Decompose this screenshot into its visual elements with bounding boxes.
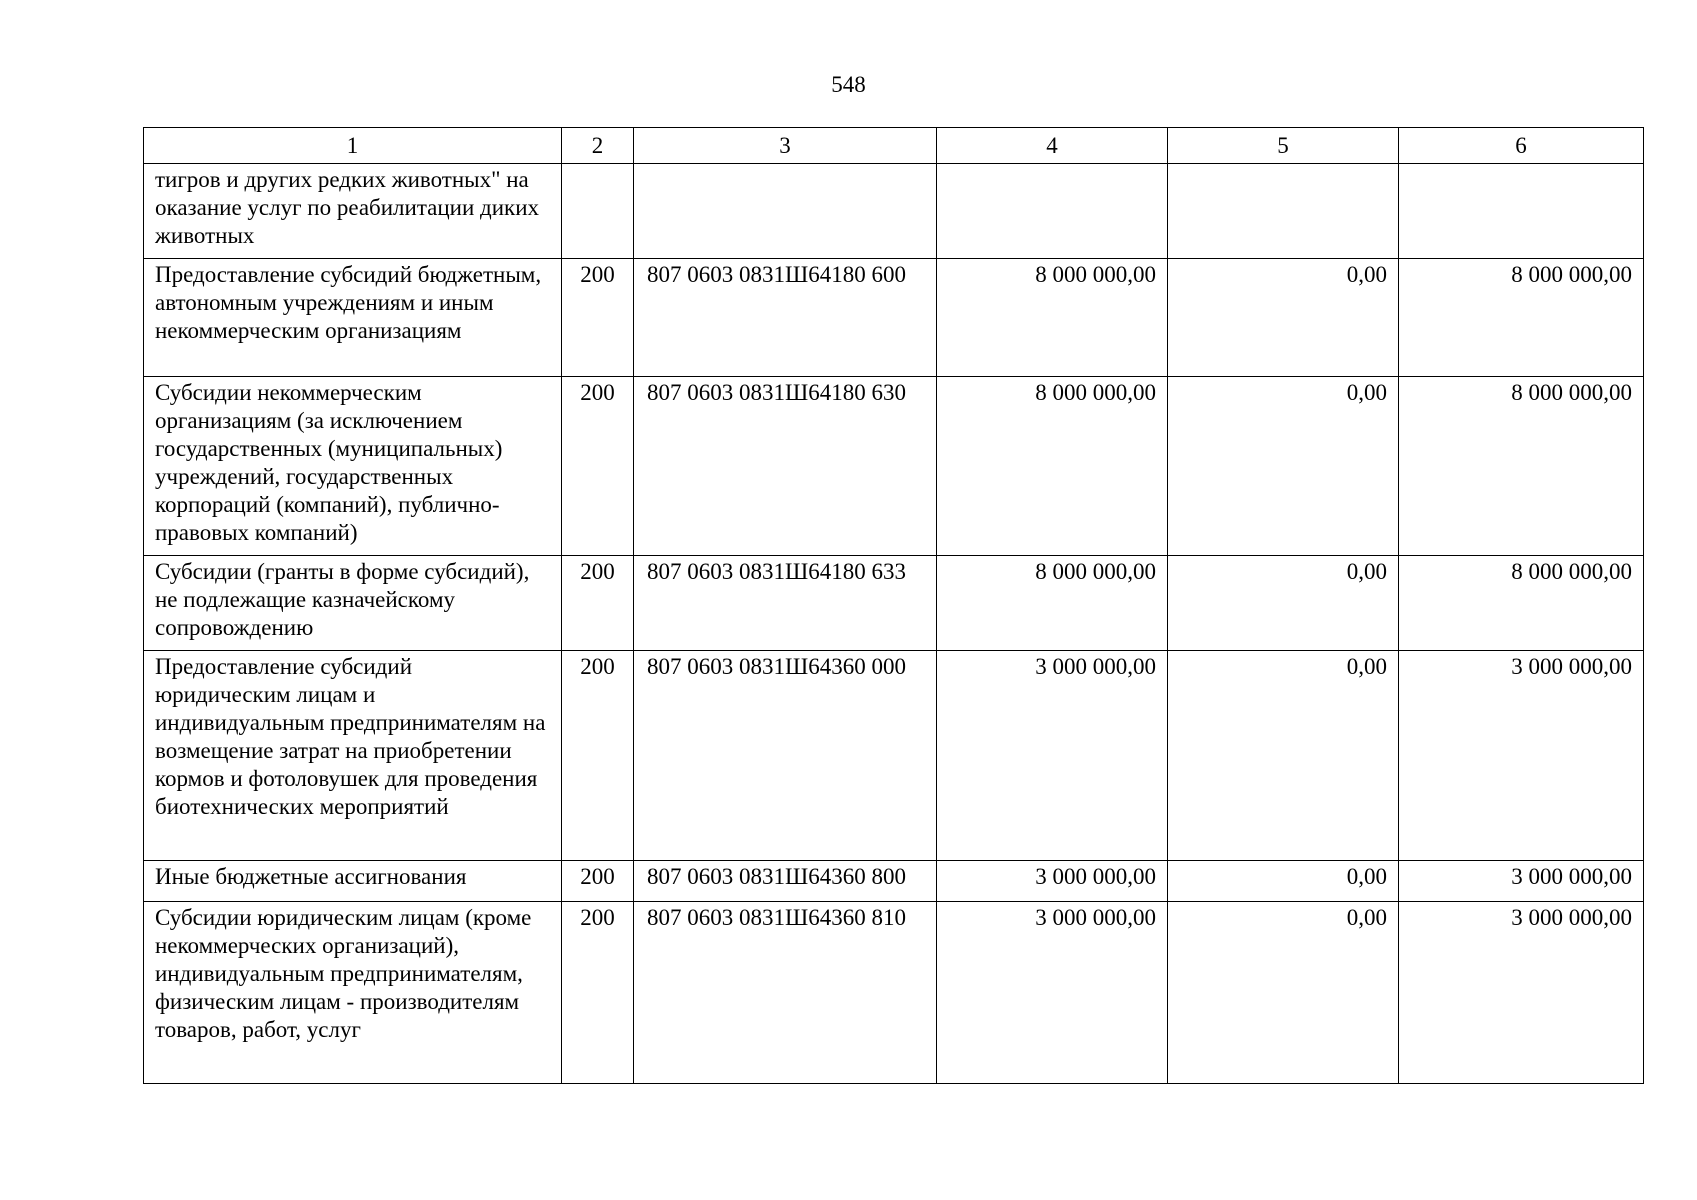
row-amount-3: 8 000 000,00 [1399, 556, 1644, 651]
row-amount-1: 8 000 000,00 [937, 259, 1168, 377]
row-amount-1: 3 000 000,00 [937, 651, 1168, 861]
row-name: Субсидии юридическим лицам (кроме некоммерческих организаций), индивидуальным предпринимателям, физическим лицам - производителям товаров, работ, услуг [144, 902, 562, 1084]
row-name: Предоставление субсидий юридическим лицам и индивидуальным предпринимателям на возмещение затрат на приобретении кормов и фотоловушек для проведения биотехнических мероприятий [144, 651, 562, 861]
row-code: 200 [562, 377, 634, 556]
row-amount-1: 8 000 000,00 [937, 377, 1168, 556]
column-header-3: 3 [634, 128, 937, 164]
page-number: 548 [831, 72, 866, 97]
column-header-2: 2 [562, 128, 634, 164]
table-row [144, 651, 1644, 861]
row-amount-3: 3 000 000,00 [1399, 902, 1644, 1084]
row-amount-3: 8 000 000,00 [1399, 259, 1644, 377]
row-amount-3: 3 000 000,00 [1399, 651, 1644, 861]
table-row [144, 377, 1644, 556]
budget-table [143, 127, 1644, 1084]
row-amount-2: 0,00 [1168, 902, 1399, 1084]
row-amount-2: 0,00 [1168, 377, 1399, 556]
table-row [144, 861, 1644, 902]
row-amount-1: 3 000 000,00 [937, 861, 1168, 902]
row-code: 200 [562, 556, 634, 651]
row-classification: 807 0603 0831Ш64180 630 [634, 377, 937, 556]
row-amount-2: 0,00 [1168, 259, 1399, 377]
row-name: Субсидии некоммерческим организациям (за исключением государственных (муниципальных) учреждений, государственных корпораций (компаний), публично-правовых компаний) [144, 377, 562, 556]
row-amount-3: 8 000 000,00 [1399, 377, 1644, 556]
row-name: Иные бюджетные ассигнования [144, 861, 562, 902]
row-amount-1: 3 000 000,00 [937, 902, 1168, 1084]
row-amount-1 [937, 164, 1168, 259]
row-amount-2 [1168, 164, 1399, 259]
row-code: 200 [562, 259, 634, 377]
row-amount-3 [1399, 164, 1644, 259]
column-header-4: 4 [937, 128, 1168, 164]
row-amount-2: 0,00 [1168, 556, 1399, 651]
row-name: Предоставление субсидий бюджетным, автономным учреждениям и иным некоммерческим организациям [144, 259, 562, 377]
row-amount-3: 3 000 000,00 [1399, 861, 1644, 902]
table-row [144, 902, 1644, 1084]
header-row [144, 128, 1644, 164]
row-code [562, 164, 634, 259]
row-name: Субсидии (гранты в форме субсидий), не подлежащие казначейскому сопровождению [144, 556, 562, 651]
row-amount-1: 8 000 000,00 [937, 556, 1168, 651]
table-row [144, 164, 1644, 259]
row-code: 200 [562, 651, 634, 861]
column-header-1: 1 [144, 128, 562, 164]
row-classification: 807 0603 0831Ш64360 810 [634, 902, 937, 1084]
row-classification: 807 0603 0831Ш64360 800 [634, 861, 937, 902]
column-header-5: 5 [1168, 128, 1399, 164]
row-code: 200 [562, 902, 634, 1084]
row-amount-2: 0,00 [1168, 651, 1399, 861]
row-amount-2: 0,00 [1168, 861, 1399, 902]
row-classification: 807 0603 0831Ш64180 600 [634, 259, 937, 377]
row-classification [634, 164, 937, 259]
column-header-6: 6 [1399, 128, 1644, 164]
row-classification: 807 0603 0831Ш64360 000 [634, 651, 937, 861]
row-classification: 807 0603 0831Ш64180 633 [634, 556, 937, 651]
row-name: тигров и других редких животных" на оказание услуг по реабилитации диких животных [144, 164, 562, 259]
row-code: 200 [562, 861, 634, 902]
table-row [144, 556, 1644, 651]
table-row [144, 259, 1644, 377]
